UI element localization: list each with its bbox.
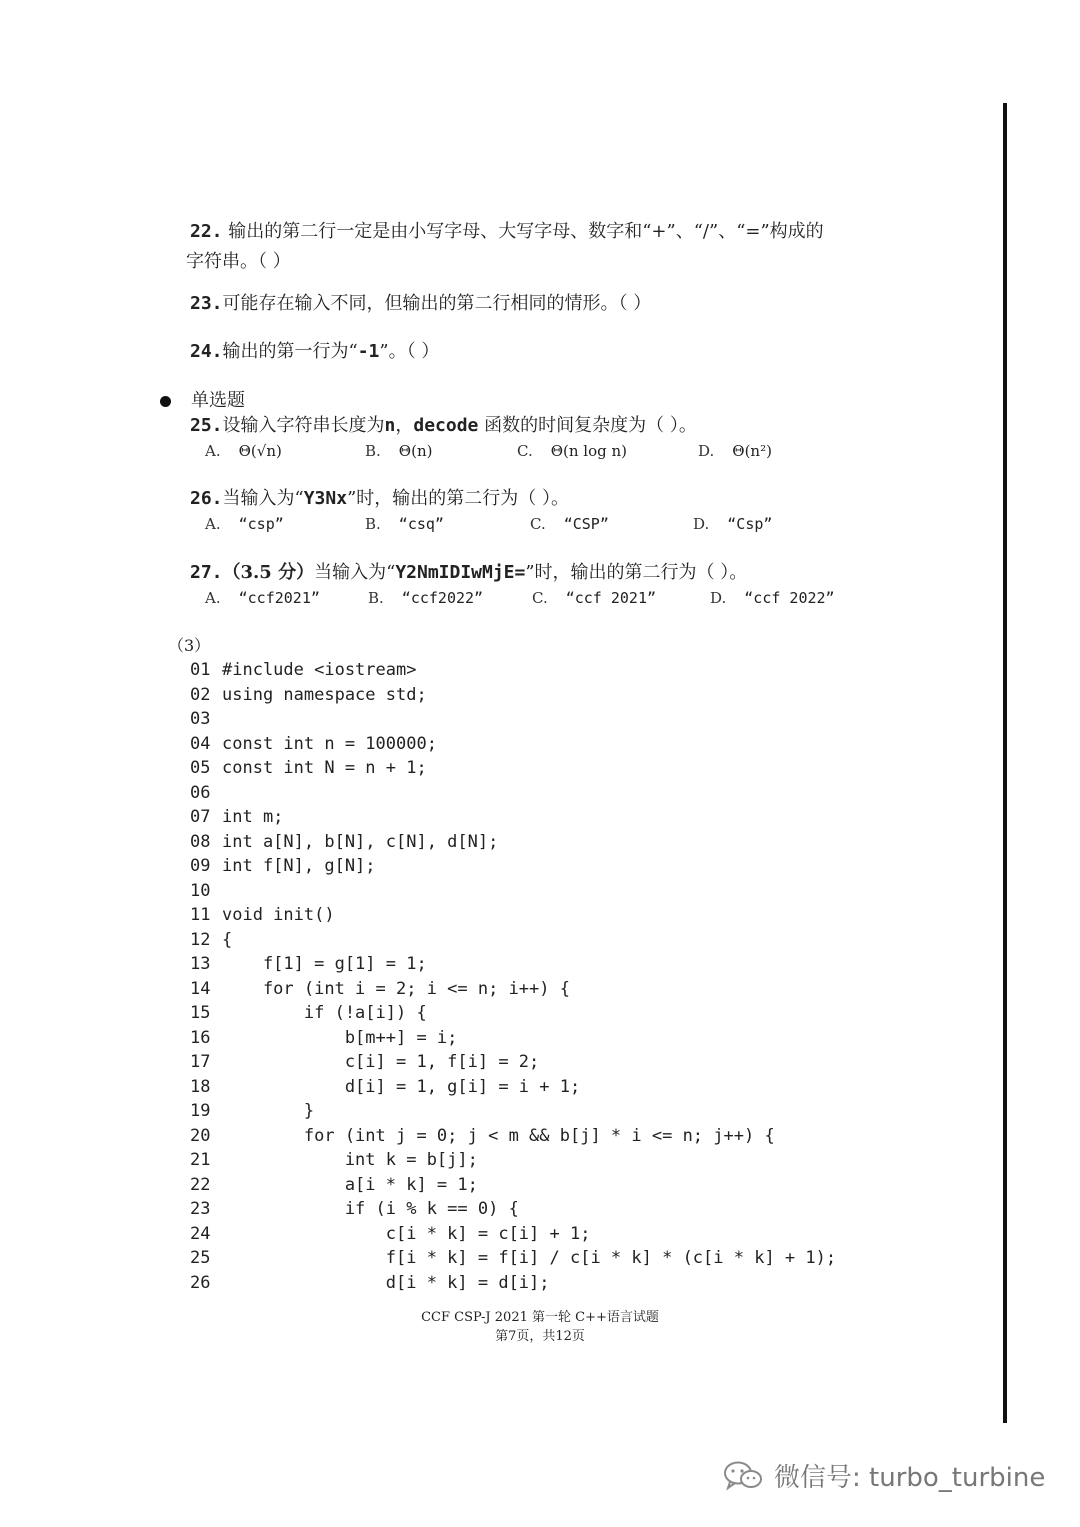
code-line (190, 756, 836, 781)
question-26 (190, 484, 930, 514)
question-text: 可能存在输入不同，但输出的第二行相同的情形。（ ） (222, 293, 652, 314)
option-d (698, 440, 772, 462)
option-letter: C. (530, 515, 546, 533)
watermark-text: 微信号: turbo_turbine (774, 1463, 1046, 1493)
code-line (190, 1148, 836, 1173)
question-text: 输出的第二行一定是由小写字母、大写字母、数字和“+”、“/”、“=”构成的 (222, 221, 824, 242)
question-number: 24. (190, 341, 223, 362)
code-listing (190, 658, 836, 1295)
code-text: int m; (222, 807, 284, 827)
code-text: a[i * k] = 1; (222, 1174, 478, 1195)
option-value: “ccf2022” (401, 589, 484, 607)
question-text-end: 函数的时间复杂度为（ ）。 (478, 415, 697, 436)
code-text: #include <iostream> (222, 660, 417, 680)
code-text: } (222, 1101, 315, 1121)
code-line (190, 1050, 836, 1075)
bullet-icon (160, 396, 171, 407)
code-line (190, 854, 836, 879)
code-line (190, 1099, 836, 1124)
code-line (190, 1246, 836, 1271)
input-string: Y2NmIDIwMjE= (395, 562, 526, 583)
line-number: 19 (190, 1101, 211, 1121)
question-24 (190, 337, 930, 367)
line-number: 09 (190, 856, 211, 876)
line-number: 23 (190, 1199, 211, 1219)
code-text: c[i] = 1, f[i] = 2; (222, 1052, 540, 1072)
option-value: Θ(√n) (238, 442, 282, 460)
option-a (205, 513, 284, 535)
question-number: 27. (190, 562, 223, 583)
code-text: c[i * k] = c[i] + 1; (222, 1223, 591, 1244)
option-letter: A. (205, 442, 221, 460)
line-number: 10 (190, 880, 211, 901)
code-text: b[m++] = i; (222, 1027, 458, 1048)
code-line (190, 928, 836, 953)
line-number: 12 (190, 929, 211, 950)
section-3-label: （3） (168, 636, 211, 655)
option-letter: A. (205, 515, 221, 533)
line-number: 04 (190, 733, 211, 754)
page-edge-bar (1003, 103, 1007, 1423)
code-line (190, 1222, 836, 1247)
option-a (205, 440, 282, 462)
code-line (190, 1197, 836, 1222)
code-text: for (int j = 0; j < m && b[j] * i <= n; j++) { (222, 1125, 775, 1146)
input-string: Y3Nx (303, 488, 348, 509)
option-c (530, 513, 609, 535)
code-line (190, 903, 836, 928)
section-label: 单选题 (191, 390, 245, 411)
option-letter: D. (693, 515, 710, 533)
question-text-end: ”时，输出的第二行为（ ）。 (525, 562, 748, 583)
code-line (190, 805, 836, 830)
line-number: 18 (190, 1076, 211, 1097)
option-a (205, 587, 320, 609)
footer-page: 第7页，共12页 (495, 1329, 585, 1344)
code-text: int f[N], g[N]; (222, 856, 376, 876)
variable: n (384, 415, 396, 436)
question-text-cont: 字符串。（ ） (186, 251, 291, 272)
code-text: int k = b[j]; (222, 1150, 478, 1170)
line-number: 11 (190, 905, 211, 925)
code-text: { (222, 929, 233, 950)
option-letter: D. (698, 442, 715, 460)
line-number: 03 (190, 709, 211, 729)
line-number: 22 (190, 1174, 211, 1195)
code-line (190, 658, 836, 683)
option-letter: B. (365, 442, 381, 460)
option-value: Θ(n²) (732, 442, 772, 460)
line-number: 13 (190, 954, 211, 974)
inline-code: -1 (357, 341, 380, 362)
code-text: for (int i = 2; i <= n; i++) { (222, 978, 570, 999)
question-text: 当输入为“ (314, 562, 396, 583)
line-number: 21 (190, 1150, 211, 1170)
question-27 (190, 558, 930, 588)
code-line (190, 707, 836, 732)
code-text: d[i] = 1, g[i] = i + 1; (222, 1076, 581, 1097)
question-score: （3.5 分） (222, 562, 315, 583)
wechat-icon (722, 1459, 764, 1493)
question-text: 输出的第一行为“ (222, 341, 358, 362)
code-text: d[i * k] = d[i]; (222, 1272, 550, 1293)
watermark (722, 1457, 1045, 1494)
code-text: int a[N], b[N], c[N], d[N]; (222, 831, 499, 852)
line-number: 25 (190, 1248, 211, 1268)
question-text-end: ”。（ ） (379, 341, 440, 362)
question-number: 26. (190, 488, 223, 509)
code-text: if (i % k == 0) { (222, 1199, 519, 1219)
question-text-end: ”时，输出的第二行为（ ）。 (347, 488, 570, 509)
option-letter: B. (368, 589, 384, 607)
question-text: 当输入为“ (222, 488, 304, 509)
question-text: 设输入字符串长度为 (222, 415, 385, 436)
option-c (517, 440, 627, 462)
code-line (190, 1001, 836, 1026)
code-text: f[i * k] = f[i] / c[i * k] * (c[i * k] + 1); (222, 1248, 837, 1268)
option-value: “CSP” (563, 515, 609, 533)
line-number: 01 (190, 660, 211, 680)
option-value: Θ(n) (398, 442, 433, 460)
line-number: 14 (190, 978, 211, 999)
line-number: 16 (190, 1027, 211, 1048)
question-text: ， (395, 415, 414, 436)
footer-title: CCF CSP-J 2021 第一轮 C++语言试题 (421, 1310, 659, 1325)
code-line (190, 1271, 836, 1296)
option-letter: C. (517, 442, 533, 460)
line-number: 02 (190, 684, 211, 705)
question-22 (186, 217, 930, 277)
option-c (532, 587, 656, 609)
code-line (190, 977, 836, 1002)
question-25 (190, 411, 930, 441)
question-number: 25. (190, 415, 223, 436)
option-letter: B. (365, 515, 381, 533)
option-value: “ccf 2022” (744, 589, 835, 607)
option-value: “ccf 2021” (565, 589, 657, 607)
option-value: “csq” (398, 515, 444, 533)
line-number: 08 (190, 831, 211, 852)
line-number: 06 (190, 782, 211, 803)
code-line (190, 781, 836, 806)
section-heading-single-choice (160, 390, 245, 412)
line-number: 17 (190, 1052, 211, 1072)
code-text: if (!a[i]) { (222, 1003, 427, 1023)
function-name: decode (413, 415, 479, 436)
line-number: 24 (190, 1223, 211, 1244)
code-line (190, 830, 836, 855)
code-line (190, 879, 836, 904)
question-23 (190, 289, 930, 319)
code-text: using namespace std; (222, 684, 427, 705)
code-line (190, 732, 836, 757)
line-number: 26 (190, 1272, 211, 1293)
option-value: “csp” (238, 515, 284, 533)
code-text: void init() (222, 905, 335, 925)
question-number: 23. (190, 293, 223, 314)
line-number: 05 (190, 758, 211, 778)
code-line (190, 1173, 836, 1198)
line-number: 20 (190, 1125, 211, 1146)
option-letter: C. (532, 589, 548, 607)
option-letter: A. (205, 589, 221, 607)
line-number: 15 (190, 1003, 211, 1023)
code-line (190, 1026, 836, 1051)
option-b (365, 440, 432, 462)
option-d (710, 587, 835, 609)
option-b (365, 513, 444, 535)
option-d (693, 513, 772, 535)
option-value: Θ(n log n) (550, 442, 628, 460)
code-text: const int N = n + 1; (222, 758, 427, 778)
line-number: 07 (190, 807, 211, 827)
code-text: const int n = 100000; (222, 733, 437, 754)
option-letter: D. (710, 589, 727, 607)
code-line (190, 1075, 836, 1100)
code-text: f[1] = g[1] = 1; (222, 954, 427, 974)
option-b (368, 587, 483, 609)
code-line (190, 1124, 836, 1149)
code-line (190, 952, 836, 977)
code-line (190, 683, 836, 708)
question-number: 22. (190, 221, 223, 242)
option-value: “Csp” (727, 515, 773, 533)
option-value: “ccf2021” (238, 589, 320, 607)
